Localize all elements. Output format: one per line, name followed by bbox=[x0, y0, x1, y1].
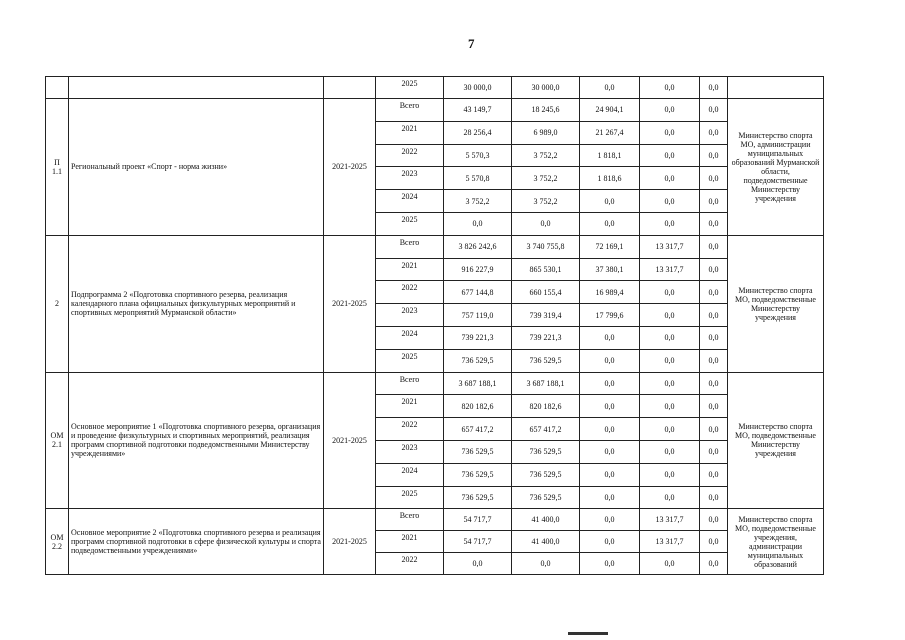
value-cell: 3 687 188,1 bbox=[444, 372, 512, 395]
table-row bbox=[46, 99, 824, 122]
value-cell: 3 752,2 bbox=[444, 190, 512, 213]
scan-mark bbox=[568, 632, 608, 635]
cell-empty bbox=[324, 77, 376, 99]
value-cell: 0,0 bbox=[640, 77, 700, 99]
section-period: 2021-2025 bbox=[324, 509, 376, 575]
value-cell: 1 818,1 bbox=[580, 144, 640, 167]
value-cell: 0,0 bbox=[700, 553, 728, 575]
value-cell: 54 717,7 bbox=[444, 509, 512, 531]
value-cell: 0,0 bbox=[700, 190, 728, 213]
value-cell: 820 182,6 bbox=[444, 395, 512, 418]
value-cell: 0,0 bbox=[640, 144, 700, 167]
value-cell: 0,0 bbox=[580, 440, 640, 463]
section-executor: Министерство спорта МО, подведомственные учреждения, администрации муниципальных образований bbox=[728, 509, 824, 575]
value-cell: 3 752,2 bbox=[512, 190, 580, 213]
cell-empty bbox=[69, 77, 324, 99]
year-cell: Всего bbox=[376, 99, 444, 122]
year-cell: 2021 bbox=[376, 258, 444, 281]
value-cell: 677 144,8 bbox=[444, 281, 512, 304]
value-cell: 17 799,6 bbox=[580, 304, 640, 327]
year-cell: Всего bbox=[376, 372, 444, 395]
section-name: Региональный проект «Спорт - норма жизни» bbox=[69, 99, 324, 236]
section-id: ОМ 2.1 bbox=[46, 372, 69, 509]
value-cell: 3 752,2 bbox=[512, 144, 580, 167]
value-cell: 0,0 bbox=[580, 553, 640, 575]
year-cell: 2025 bbox=[376, 349, 444, 372]
value-cell: 5 570,3 bbox=[444, 144, 512, 167]
value-cell: 37 380,1 bbox=[580, 258, 640, 281]
year-cell: 2023 bbox=[376, 440, 444, 463]
year-cell: 2021 bbox=[376, 531, 444, 553]
value-cell: 0,0 bbox=[700, 77, 728, 99]
value-cell: 5 570,8 bbox=[444, 167, 512, 190]
value-cell: 0,0 bbox=[640, 395, 700, 418]
value-cell: 43 149,7 bbox=[444, 99, 512, 122]
value-cell: 736 529,5 bbox=[512, 463, 580, 486]
value-cell: 0,0 bbox=[640, 553, 700, 575]
value-cell: 72 169,1 bbox=[580, 235, 640, 258]
value-cell: 0,0 bbox=[512, 212, 580, 235]
section-period: 2021-2025 bbox=[324, 99, 376, 236]
value-cell: 739 319,4 bbox=[512, 304, 580, 327]
value-cell: 3 687 188,1 bbox=[512, 372, 580, 395]
value-cell: 0,0 bbox=[700, 531, 728, 553]
value-cell: 736 529,5 bbox=[444, 486, 512, 509]
value-cell: 660 155,4 bbox=[512, 281, 580, 304]
value-cell: 0,0 bbox=[640, 486, 700, 509]
year-cell: 2021 bbox=[376, 395, 444, 418]
value-cell: 1 818,6 bbox=[580, 167, 640, 190]
value-cell: 13 317,7 bbox=[640, 509, 700, 531]
value-cell: 0,0 bbox=[580, 531, 640, 553]
page-number: 7 bbox=[468, 36, 475, 51]
value-cell: 0,0 bbox=[640, 212, 700, 235]
value-cell: 41 400,0 bbox=[512, 531, 580, 553]
value-cell: 736 529,5 bbox=[512, 440, 580, 463]
value-cell: 0,0 bbox=[580, 326, 640, 349]
financing-table bbox=[45, 76, 824, 575]
section-id: ОМ 2.2 bbox=[46, 509, 69, 575]
section-executor: Министерство спорта МО, подведомственные Министерству учреждения bbox=[728, 372, 824, 509]
value-cell: 3 740 755,8 bbox=[512, 235, 580, 258]
value-cell: 0,0 bbox=[580, 418, 640, 441]
year-cell: 2025 bbox=[376, 486, 444, 509]
value-cell: 41 400,0 bbox=[512, 509, 580, 531]
value-cell: 0,0 bbox=[444, 212, 512, 235]
section-executor: Министерство спорта МО, администрации муниципальных образований Мурманской области, подведомственные Министерству учреждения bbox=[728, 99, 824, 236]
value-cell: 0,0 bbox=[580, 212, 640, 235]
value-cell: 736 529,5 bbox=[444, 349, 512, 372]
value-cell: 0,0 bbox=[700, 167, 728, 190]
value-cell: 0,0 bbox=[700, 258, 728, 281]
table-row bbox=[46, 509, 824, 531]
value-cell: 0,0 bbox=[700, 326, 728, 349]
value-cell: 0,0 bbox=[700, 440, 728, 463]
value-cell: 0,0 bbox=[640, 190, 700, 213]
value-cell: 0,0 bbox=[700, 463, 728, 486]
section-period: 2021-2025 bbox=[324, 372, 376, 509]
year-cell: 2022 bbox=[376, 281, 444, 304]
value-cell: 739 221,3 bbox=[512, 326, 580, 349]
value-cell: 0,0 bbox=[700, 281, 728, 304]
value-cell: 736 529,5 bbox=[512, 486, 580, 509]
value-cell: 13 317,7 bbox=[640, 235, 700, 258]
value-cell: 24 904,1 bbox=[580, 99, 640, 122]
value-cell: 0,0 bbox=[580, 77, 640, 99]
value-cell: 0,0 bbox=[580, 395, 640, 418]
value-cell: 0,0 bbox=[700, 99, 728, 122]
table-row bbox=[46, 372, 824, 395]
value-cell: 18 245,6 bbox=[512, 99, 580, 122]
value-cell: 0,0 bbox=[580, 372, 640, 395]
value-cell: 0,0 bbox=[700, 121, 728, 144]
value-cell: 0,0 bbox=[700, 235, 728, 258]
value-cell: 736 529,5 bbox=[444, 440, 512, 463]
value-cell: 0,0 bbox=[700, 372, 728, 395]
year-cell: 2025 bbox=[376, 212, 444, 235]
value-cell: 0,0 bbox=[640, 440, 700, 463]
value-cell: 0,0 bbox=[580, 463, 640, 486]
value-cell: 0,0 bbox=[512, 553, 580, 575]
value-cell: 13 317,7 bbox=[640, 258, 700, 281]
value-cell: 3 752,2 bbox=[512, 167, 580, 190]
value-cell: 0,0 bbox=[700, 509, 728, 531]
value-cell: 0,0 bbox=[700, 304, 728, 327]
value-cell: 54 717,7 bbox=[444, 531, 512, 553]
value-cell: 657 417,2 bbox=[444, 418, 512, 441]
cell-empty bbox=[46, 77, 69, 99]
table-row bbox=[46, 77, 824, 99]
year-cell: 2023 bbox=[376, 167, 444, 190]
value-cell: 0,0 bbox=[700, 144, 728, 167]
value-cell: 0,0 bbox=[640, 463, 700, 486]
year-cell: 2024 bbox=[376, 463, 444, 486]
section-id: П 1.1 bbox=[46, 99, 69, 236]
value-cell: 0,0 bbox=[700, 418, 728, 441]
value-cell: 0,0 bbox=[580, 349, 640, 372]
year-cell: Всего bbox=[376, 509, 444, 531]
value-cell: 3 826 242,6 bbox=[444, 235, 512, 258]
value-cell: 0,0 bbox=[700, 212, 728, 235]
year-cell: 2022 bbox=[376, 553, 444, 575]
year-cell: 2024 bbox=[376, 190, 444, 213]
value-cell: 0,0 bbox=[640, 121, 700, 144]
year-cell: 2023 bbox=[376, 304, 444, 327]
section-name: Подпрограмма 2 «Подготовка спортивного резерва, реализация календарного плана официальных физкультурных мероприятий и спортивных мероприятий Мурманской области» bbox=[69, 235, 324, 372]
value-cell: 0,0 bbox=[640, 372, 700, 395]
cell-empty bbox=[728, 77, 824, 99]
value-cell: 0,0 bbox=[640, 418, 700, 441]
value-cell: 736 529,5 bbox=[444, 463, 512, 486]
value-cell: 739 221,3 bbox=[444, 326, 512, 349]
value-cell: 0,0 bbox=[580, 509, 640, 531]
year-cell: 2022 bbox=[376, 144, 444, 167]
value-cell: 0,0 bbox=[640, 326, 700, 349]
value-cell: 865 530,1 bbox=[512, 258, 580, 281]
value-cell: 0,0 bbox=[444, 553, 512, 575]
section-period: 2021-2025 bbox=[324, 235, 376, 372]
section-id: 2 bbox=[46, 235, 69, 372]
value-cell: 0,0 bbox=[640, 167, 700, 190]
value-cell: 757 119,0 bbox=[444, 304, 512, 327]
value-cell: 30 000,0 bbox=[512, 77, 580, 99]
value-cell: 736 529,5 bbox=[512, 349, 580, 372]
section-name: Основное мероприятие 1 «Подготовка спортивного резерва, организация и проведение физкультурных и спортивных мероприятий, реализация программ спортивной подготовки подведомственными Министерству учреждениями» bbox=[69, 372, 324, 509]
value-cell: 0,0 bbox=[640, 349, 700, 372]
value-cell: 0,0 bbox=[700, 395, 728, 418]
value-cell: 820 182,6 bbox=[512, 395, 580, 418]
value-cell: 30 000,0 bbox=[444, 77, 512, 99]
value-cell: 21 267,4 bbox=[580, 121, 640, 144]
value-cell: 6 989,0 bbox=[512, 121, 580, 144]
year-cell: 2025 bbox=[376, 77, 444, 99]
year-cell: 2024 bbox=[376, 326, 444, 349]
section-executor: Министерство спорта МО, подведомственные Министерству учреждения bbox=[728, 235, 824, 372]
value-cell: 0,0 bbox=[700, 349, 728, 372]
value-cell: 0,0 bbox=[580, 486, 640, 509]
value-cell: 0,0 bbox=[640, 304, 700, 327]
value-cell: 0,0 bbox=[700, 486, 728, 509]
value-cell: 13 317,7 bbox=[640, 531, 700, 553]
value-cell: 16 989,4 bbox=[580, 281, 640, 304]
value-cell: 916 227,9 bbox=[444, 258, 512, 281]
section-name: Основное мероприятие 2 «Подготовка спортивного резерва и реализация программ спортивной подготовки в сфере физической культуры и спорта подведомственными учреждениями» bbox=[69, 509, 324, 575]
value-cell: 0,0 bbox=[640, 99, 700, 122]
value-cell: 657 417,2 bbox=[512, 418, 580, 441]
table-row bbox=[46, 235, 824, 258]
year-cell: 2021 bbox=[376, 121, 444, 144]
year-cell: Всего bbox=[376, 235, 444, 258]
value-cell: 0,0 bbox=[580, 190, 640, 213]
value-cell: 0,0 bbox=[640, 281, 700, 304]
value-cell: 28 256,4 bbox=[444, 121, 512, 144]
year-cell: 2022 bbox=[376, 418, 444, 441]
